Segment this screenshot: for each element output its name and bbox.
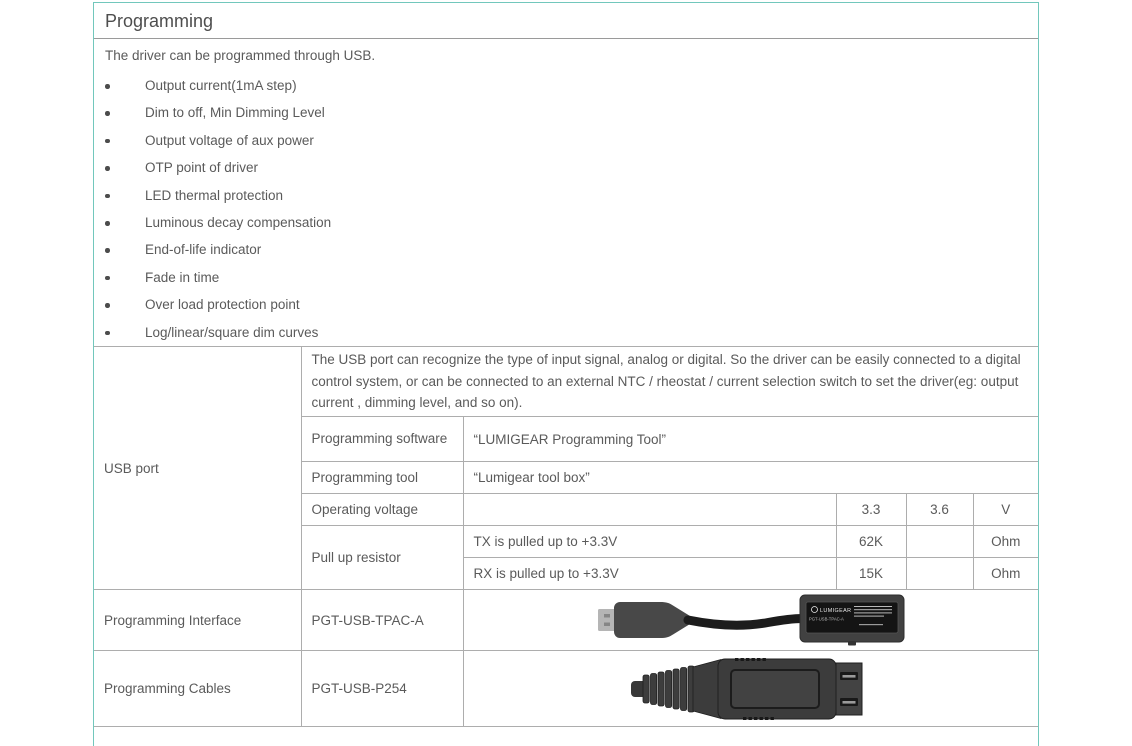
- tx-spec-cell: TX is pulled up to +3.3V: [463, 526, 836, 558]
- usb-port-label-cell: USB port: [94, 347, 301, 590]
- feature-item: End-of-life indicator: [105, 236, 1026, 263]
- feature-item: Dim to off, Min Dimming Level: [105, 99, 1026, 126]
- rx-blank-cell: [906, 558, 973, 590]
- usb-cable-connector-image: [631, 658, 871, 720]
- feature-item: OTP point of driver: [105, 154, 1026, 181]
- rx-spec-cell: RX is pulled up to +3.3V: [463, 558, 836, 590]
- rx-unit-cell: Ohm: [973, 558, 1038, 590]
- programming-interface-image-cell: [463, 590, 1038, 651]
- intro-text: The driver can be programmed through USB.: [105, 48, 376, 63]
- table-row: [94, 590, 1038, 651]
- programming-cables-label-cell: Programming Cables: [94, 651, 301, 727]
- feature-item: Luminous decay compensation: [105, 209, 1026, 236]
- feature-item: LED thermal protection: [105, 182, 1026, 209]
- pull-up-resistor-label-cell: Pull up resistor: [301, 526, 463, 590]
- programming-interface-model-cell: PGT-USB-TPAC-A: [301, 590, 463, 651]
- cable-strain-relief-icon: [631, 666, 694, 712]
- feature-item: Log/linear/square dim curves: [105, 319, 1026, 346]
- usb-port-description-cell: The USB port can recognize the type of input signal, analog or digital. So the driver can be easily connected to a digital control system, or can be connected to an external NTC / rheostat / current selection switch to set the driver(eg: output current , dimming level, and so on).: [301, 347, 1038, 417]
- usb-plug-icon: [598, 602, 690, 638]
- feature-item: Output current(1mA step): [105, 72, 1026, 99]
- operating-voltage-max-cell: 3.6: [906, 494, 973, 526]
- connector-face-recess: [731, 670, 819, 708]
- rx-value-cell: 15K: [836, 558, 906, 590]
- programming-software-value-cell: “LUMIGEAR Programming Tool”: [463, 417, 1038, 462]
- programming-tool-value-cell: “Lumigear tool box”: [463, 462, 1038, 494]
- connector-end-cap-icon: [836, 663, 862, 715]
- connector-body-icon: [693, 658, 836, 720]
- spec-table: [94, 346, 1038, 727]
- tx-unit-cell: Ohm: [973, 526, 1038, 558]
- feature-item: Fade in time: [105, 264, 1026, 291]
- dongle-model-text: PGT-USB-TPAC-A: [808, 616, 844, 622]
- programming-cables-image-cell: [463, 651, 1038, 727]
- section-title: Programming: [94, 3, 1038, 39]
- programming-software-label-cell: Programming software: [301, 417, 463, 462]
- usb-programming-dongle-image: [596, 594, 906, 646]
- operating-voltage-unit-cell: V: [973, 494, 1038, 526]
- feature-item: Output voltage of aux power: [105, 127, 1026, 154]
- operating-voltage-label-cell: Operating voltage: [301, 494, 463, 526]
- programming-cables-model-cell: PGT-USB-P254: [301, 651, 463, 727]
- tx-value-cell: 62K: [836, 526, 906, 558]
- feature-item: Over load protection point: [105, 291, 1026, 318]
- programming-tool-label-cell: Programming tool: [301, 462, 463, 494]
- usb-cable-icon: [688, 619, 802, 626]
- datasheet-page: [93, 2, 1039, 746]
- dongle-brand-text: LUMIGEAR: [819, 607, 852, 614]
- dongle-box-icon: [800, 595, 904, 646]
- feature-list: [105, 72, 1026, 346]
- programming-interface-label-cell: Programming Interface: [94, 590, 301, 651]
- table-row: [94, 651, 1038, 727]
- features-section: [94, 39, 1038, 346]
- operating-voltage-spec-cell: [463, 494, 836, 526]
- operating-voltage-min-cell: 3.3: [836, 494, 906, 526]
- tx-blank-cell: [906, 526, 973, 558]
- table-row: [94, 347, 1038, 417]
